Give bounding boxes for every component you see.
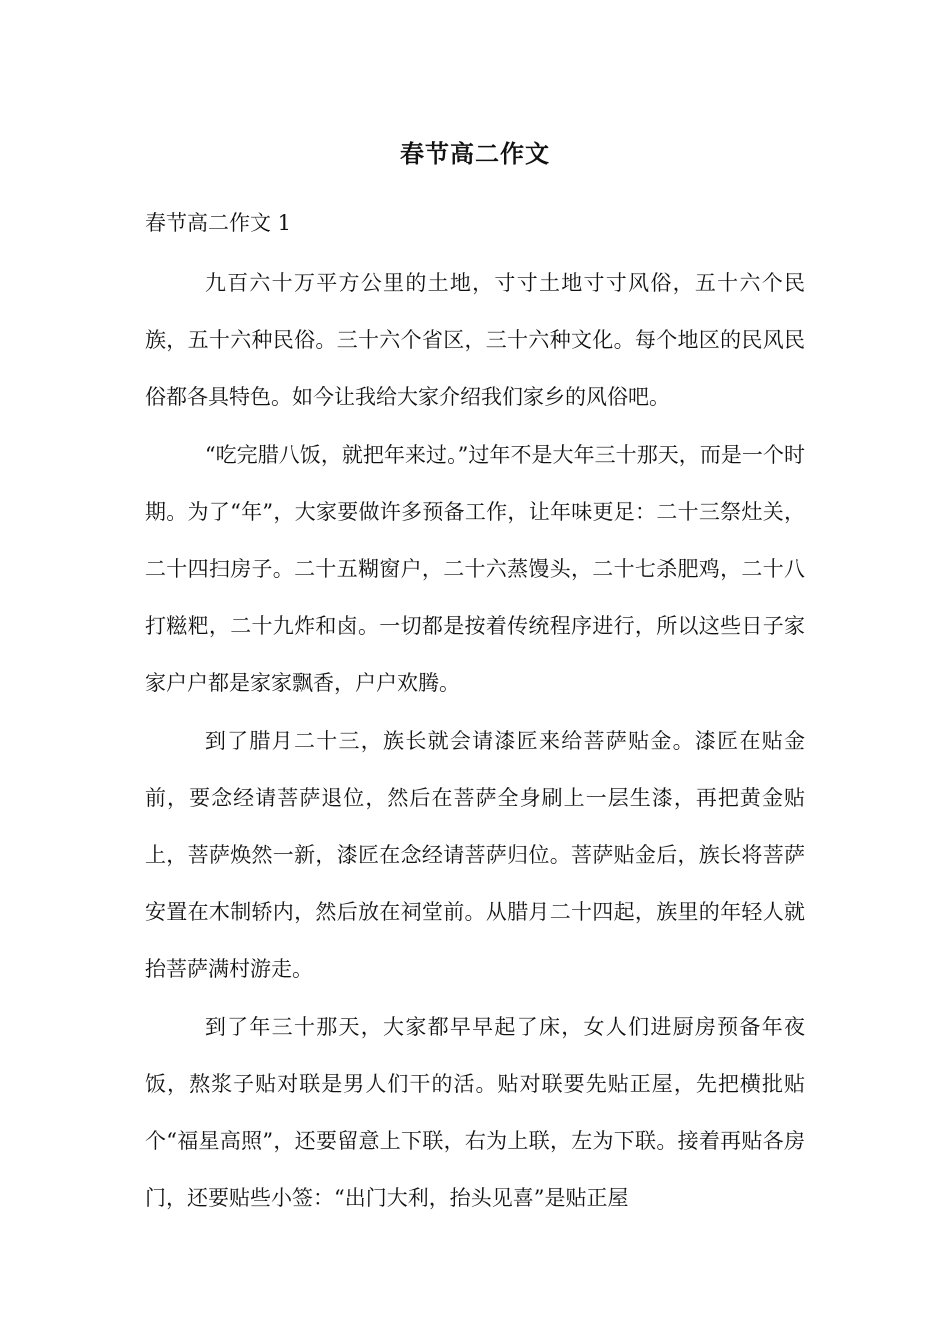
paragraph-3: 到了腊月二十三，族长就会请漆匠来给菩萨贴金。漆匠在贴金前，要念经请菩萨退位，然后在菩萨全身刷上一层生漆，再把黄金贴上，菩萨焕然一新，漆匠在念经请菩萨归位。菩萨贴金后，族长将菩萨安置在木制轿内，然后放在祠堂前。从腊月二十四起，族里的年轻人就抬菩萨满村游走。 — [145, 728, 805, 982]
paragraph-2: “吃完腊八饭，就把年来过。”过年不是大年三十那天，而是一个时期。为了“年”，大家要做许多预备工作，让年味更足：二十三祭灶关，二十四扫房子。二十五糊窗户，二十六蒸馒头，二十七杀肥鸡，二十八打糍粑，二十九炸和卤。一切都是按着传统程序进行，所以这些日子家家户户都是家家飘香，户户欢腾。 — [145, 442, 805, 696]
paragraph-1: 九百六十万平方公里的土地，寸寸土地寸寸风俗，五十六个民族，五十六种民俗。三十六个省区，三十六种文化。每个地区的民风民俗都各具特色。如今让我给大家介绍我们家乡的风俗吧。 — [145, 271, 805, 410]
paragraph-4: 到了年三十那天，大家都早早起了床，女人们进厨房预备年夜饭，熬浆子贴对联是男人们干的活。贴对联要先贴正屋，先把横批贴个“福星高照”，还要留意上下联，右为上联，左为下联。接着再贴各房门，还要贴些小签：“出门大利，抬头见喜”是贴正屋 — [145, 1014, 805, 1211]
essay-subtitle: 春节高二作文 1 — [145, 211, 292, 235]
essay-body — [145, 255, 805, 1227]
document-title: 春节高二作文 — [400, 139, 550, 168]
